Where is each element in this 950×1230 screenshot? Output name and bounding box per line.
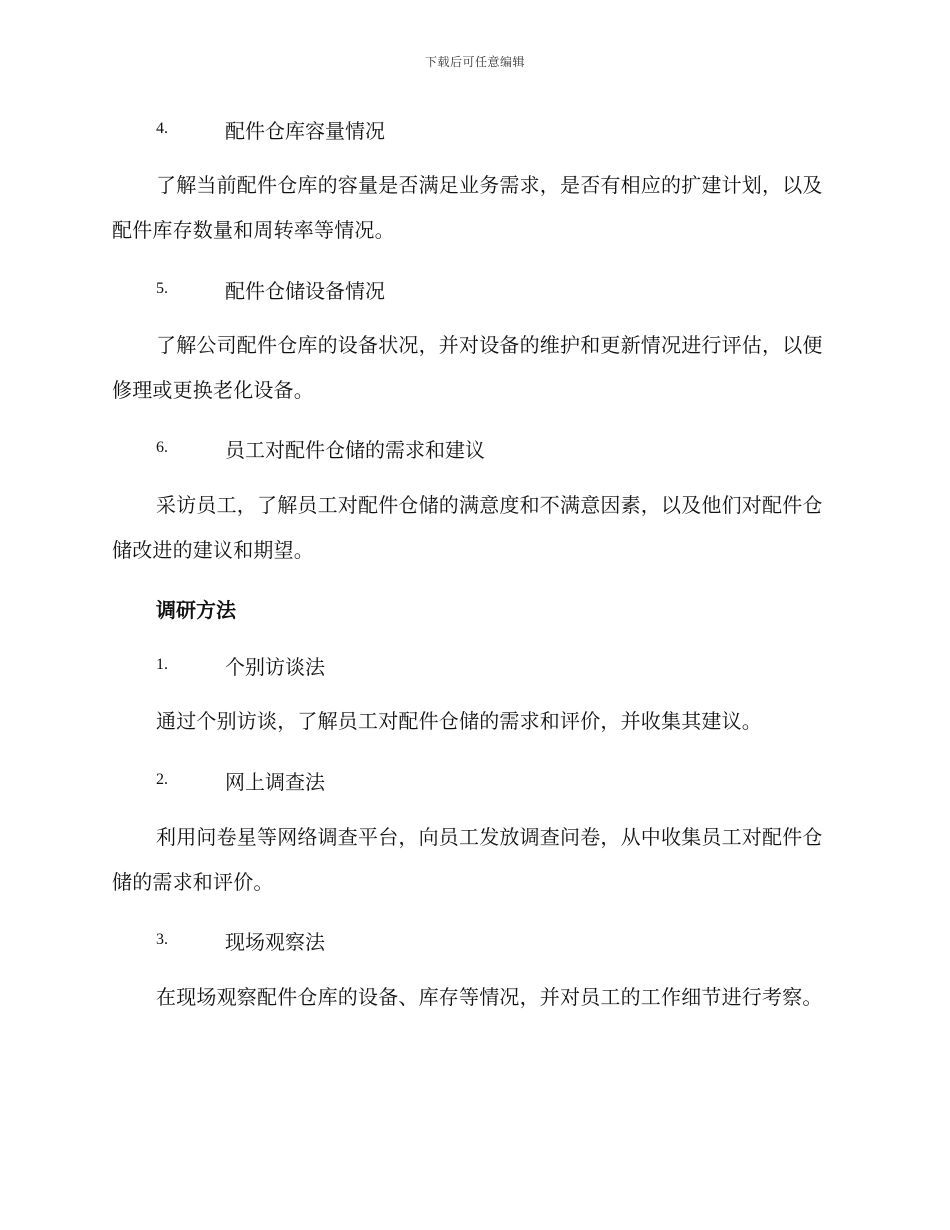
method-item-2 [156, 765, 325, 795]
paragraph: 了解公司配件仓库的设备状况，并对设备的维护和更新情况进行评估，以便修理或更换老化设备。 [112, 333, 823, 402]
list-number: 2. [156, 771, 168, 788]
list-title: 配件仓储设备情况 [225, 278, 385, 303]
paragraph: 采访员工，了解员工对配件仓储的满意度和不满意因素，以及他们对配件仓储改进的建议和期望。 [112, 493, 823, 562]
method-item-3 [156, 925, 325, 955]
list-title: 个别访谈法 [225, 654, 325, 679]
method-item-1 [156, 650, 325, 680]
page-header: 下载后可任意编辑 [424, 55, 525, 69]
section-heading: 调研方法 [156, 598, 236, 622]
paragraph: 利用问卷星等网络调查平台，向员工发放调查问卷，从中收集员工对配件仓储的需求和评价。 [112, 825, 823, 894]
list-title: 网上调查法 [225, 769, 325, 794]
paragraph: 通过个别访谈，了解员工对配件仓储的需求和评价，并收集其建议。 [156, 709, 762, 733]
list-number: 3. [156, 931, 168, 948]
list-number: 5. [156, 280, 168, 297]
list-number: 4. [156, 120, 168, 137]
list-title: 员工对配件仓储的需求和建议 [225, 437, 485, 462]
paragraph: 了解当前配件仓库的容量是否满足业务需求，是否有相应的扩建计划，以及配件库存数量和周转率等情况。 [112, 173, 823, 242]
list-number: 1. [156, 656, 168, 673]
list-title: 配件仓库容量情况 [225, 118, 385, 143]
list-item-5 [156, 274, 385, 304]
list-item-6 [156, 433, 485, 463]
paragraph: 在现场观察配件仓库的设备、库存等情况，并对员工的工作细节进行考察。 [156, 985, 823, 1009]
list-title: 现场观察法 [225, 929, 325, 954]
list-item-4 [156, 114, 385, 144]
list-number: 6. [156, 439, 168, 456]
